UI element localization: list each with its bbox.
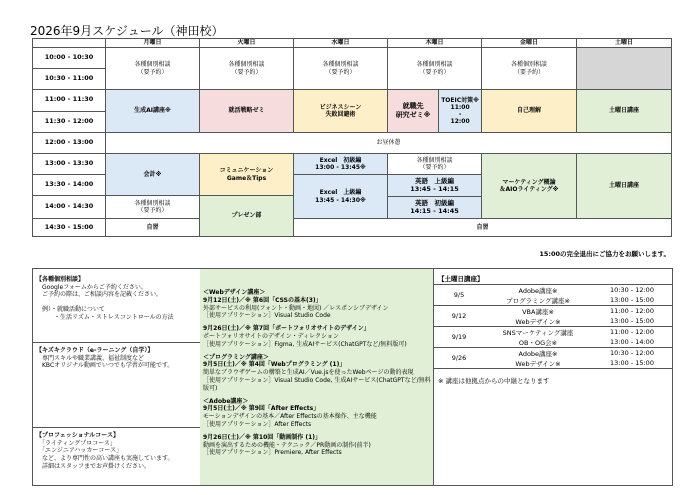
course-time: 10:30 - 12:00	[592, 285, 672, 296]
course-detail-box	[200, 268, 434, 486]
class-ai-lecture: 生成AI講座※	[106, 90, 200, 133]
info-box-left	[32, 268, 202, 486]
course-name: Adobe講座※	[484, 348, 592, 359]
thursday-am-cell	[388, 90, 482, 133]
section-heading: ＜Webデザイン講座＞	[203, 289, 266, 296]
course-name: プログラミング講座※	[506, 296, 570, 305]
consult-line-1: 各種個別相談	[322, 61, 359, 69]
class-toeic: TOEIC対策※ 11:00 - 12:00	[439, 90, 481, 132]
consult-line-1: 各種個別相談	[416, 61, 453, 69]
consult-line-2: （要予約）	[325, 68, 356, 76]
class-excel-advanced: Excel 上級編 13:45 - 14:30※	[294, 175, 388, 219]
cloud-section	[36, 347, 173, 370]
consult-cell	[294, 48, 388, 90]
class-kaikei: 会計※	[106, 154, 200, 196]
course-line: ［使用アプリケーション］Visual Studio Code	[203, 312, 331, 320]
date-cell: 9/5	[434, 285, 484, 306]
day-header: 木曜日	[388, 39, 482, 48]
date-cell: 9/26	[434, 348, 484, 369]
class-communication: コミュニケーション Game＆Tips	[200, 154, 294, 196]
consult-cell	[106, 196, 200, 219]
time-cell: 13:00 - 13:30	[33, 154, 106, 175]
course-line: ポートフォリオサイトのデザイン・ディレクション	[203, 332, 339, 340]
section-line: KBCオリジナル動画でいつでも学習が可能です。	[36, 362, 174, 370]
day-header: 月曜日	[106, 39, 200, 48]
section-heading: 【キズキクラウド（e-ラーニング（自学）】	[36, 347, 154, 354]
course-name: Webデザイン※	[515, 359, 561, 368]
course-name: OB・OG会※	[518, 338, 558, 347]
consult-cell	[388, 48, 482, 90]
course-time: 11:00 - 12:00	[592, 327, 672, 338]
section-line	[36, 299, 174, 306]
course-time: 10:30 - 12:00	[592, 348, 672, 359]
section-line: ご予約の際は、ご相談内容を記載ください。	[36, 291, 163, 299]
class-shushoku-seminar: 就職先 研究ゼミ※	[388, 90, 439, 132]
section-line: Googleフォームからご予約ください。	[36, 283, 147, 291]
course-line: 外部サービスの利用(フォント・動画・地図) ／レスポンシブデザイン	[203, 304, 389, 312]
course-line: 版可)	[203, 384, 218, 392]
time-cell: 12:00 - 13:00	[33, 133, 106, 154]
section-line: など、より専門性の高い講座も実施しています。	[36, 455, 174, 463]
section-heading: ＜プログラミング講座＞	[203, 353, 269, 361]
day-header: 火曜日	[200, 39, 294, 48]
consult-cell	[106, 48, 200, 90]
course-name: VBA講座※	[484, 306, 592, 317]
course-line: ［使用アプリケーション］Visual Studio Code, 生成AIサービス(ChatGPTなど/無料	[203, 376, 431, 384]
class-job-seminar: 就活戦略ゼミ	[200, 90, 294, 133]
course-time: 13:00 - 15:00	[610, 317, 654, 325]
section-heading: ＜Adobe講座＞	[203, 397, 249, 405]
course-heading: 9月5日(土)／※ 第9回「After Effects」	[203, 405, 320, 413]
pro-course-section	[36, 432, 174, 470]
class-presen: プレゼン部	[200, 196, 294, 237]
course-line: モーションデザインの基本／After Effectsの基本操作、主な機能	[203, 413, 377, 421]
consult-line-1: 各種個別相談	[416, 156, 453, 164]
section-heading: 【プロフェッショナルコース】	[36, 432, 119, 439]
consult-line-2: （要予約）	[419, 68, 450, 76]
class-excel-basic: Excel 初級編 13:00 - 13:45※	[294, 154, 388, 175]
consult-cell	[482, 48, 577, 90]
course-time: 13:00 - 14:00	[610, 338, 654, 346]
consult-line-2: （要予約）	[231, 68, 262, 76]
day-header: 金曜日	[482, 39, 577, 48]
consult-line-2: （要予約）	[419, 164, 450, 171]
course-heading: 9月12日(土)／※ 第6回「CSSの基本(3)」	[203, 296, 322, 304]
day-header: 土曜日	[577, 39, 672, 48]
saturday-title: 【土曜日講座】	[438, 275, 484, 283]
self-study-cell: 自習	[106, 219, 200, 237]
class-saturday-am: 土曜日講座	[577, 90, 672, 133]
section-line: 専門スキルや職業講義、福祉制度など	[36, 354, 144, 362]
consult-section	[36, 276, 174, 321]
consult-line-2: （要予約）	[137, 68, 168, 76]
consult-cell	[200, 48, 294, 90]
time-cell: 10:00 - 10:30	[33, 48, 106, 69]
course-name: Webデザイン※	[515, 317, 561, 326]
section-heading: 【各種個別相談】	[36, 276, 85, 283]
course-line: ［使用アプリケーション］After Effects	[203, 420, 312, 428]
course-heading: 9月5日(土)／※ 第4回「Webプログラミング (1)」	[203, 361, 346, 369]
saturday-table	[434, 284, 672, 369]
course-line: 動画を演出するための機能・テクニック／PR動画の制作(前半)	[203, 441, 371, 449]
saturday-box	[433, 268, 673, 486]
class-business-scene: ビジネスシーン 失敗回避術	[294, 90, 388, 133]
course-name: SNSマーケティング講座	[484, 327, 592, 338]
date-cell: 9/19	[434, 327, 484, 348]
class-marketing: マーケティング概論 ＆AIOライティング※	[482, 154, 577, 219]
lunch-cell: お昼休憩	[106, 133, 672, 154]
time-cell: 13:30 - 14:00	[33, 175, 106, 196]
divider	[33, 427, 201, 428]
course-line: 簡単なブラウザゲームの構築と生成AI／Vue.jsを使ったWebページの動的表現	[203, 369, 414, 377]
course-heading: 9月26日(土)／※ 第10回「動画制作 (1)」	[203, 433, 322, 441]
section-line: ・生活リズム・ストレスコントロールの方法	[36, 313, 174, 321]
date-cell: 9/12	[434, 306, 484, 327]
consult-line-1: 各種個別相談	[228, 61, 265, 69]
day-header: 水曜日	[294, 39, 388, 48]
class-jiko-rikai: 自己理解	[482, 90, 577, 133]
divider	[33, 342, 201, 343]
schedule-table	[32, 38, 672, 237]
consult-cell	[388, 154, 482, 175]
consult-line-1: 各種個別相談	[134, 61, 171, 69]
section-line: 「エンジニアハッカーコース」	[36, 447, 123, 455]
section-line: 詳細はスタッフまでお声掛けください。	[36, 462, 151, 470]
class-english-basic: 英語 初級編 14:15 - 14:45	[388, 197, 481, 218]
course-time: 13:00 - 15:00	[610, 359, 654, 367]
class-english-advanced: 英語 上級編 13:45 - 14:15	[388, 175, 481, 197]
section-line: 例）・就職活動について	[36, 306, 105, 314]
class-saturday-pm: 土曜日講座	[577, 154, 672, 219]
consult-line-2: （要予約）	[513, 68, 544, 76]
course-detail-text	[203, 289, 431, 457]
time-cell: 11:00 - 11:30	[33, 90, 106, 112]
course-name: Adobe講座※	[484, 285, 592, 296]
consult-line-2: （要予約）	[137, 207, 168, 214]
corner-cell	[33, 39, 106, 48]
course-line: ［使用アプリケーション］Premiere, After Effects	[203, 449, 342, 457]
course-time: 13:00 - 15:00	[610, 296, 654, 304]
time-cell: 14:30 - 15:00	[33, 219, 106, 237]
time-cell: 14:00 - 14:30	[33, 196, 106, 219]
self-study-cell: 自習	[294, 219, 672, 237]
saturday-note: ※ 講座は他拠点からの中継となります	[438, 377, 550, 385]
section-line: 「ライティングプロコース」	[36, 439, 116, 447]
thursday-english-cell	[388, 175, 482, 219]
time-cell: 10:30 - 11:00	[33, 69, 106, 90]
empty-slot	[577, 48, 672, 90]
exit-note: 15:00の完全退出にご協力をお願いします。	[539, 250, 670, 258]
course-time: 11:00 - 12:00	[592, 306, 672, 317]
time-cell: 11:30 - 12:00	[33, 111, 106, 133]
course-line: ［使用アプリケーション］Figma, 生成AIサービス(ChatGPTなど/無料版可)	[203, 340, 407, 348]
page-title: 2026年9月スケジュール（神田校）	[30, 24, 224, 38]
consult-line-1: 各種個別相談	[134, 199, 171, 207]
consult-line-1: 各種個別相談	[510, 61, 547, 69]
course-heading: 9月26日(土)／※ 第7回「ポートフォリオサイトのデザイン」	[203, 325, 370, 333]
